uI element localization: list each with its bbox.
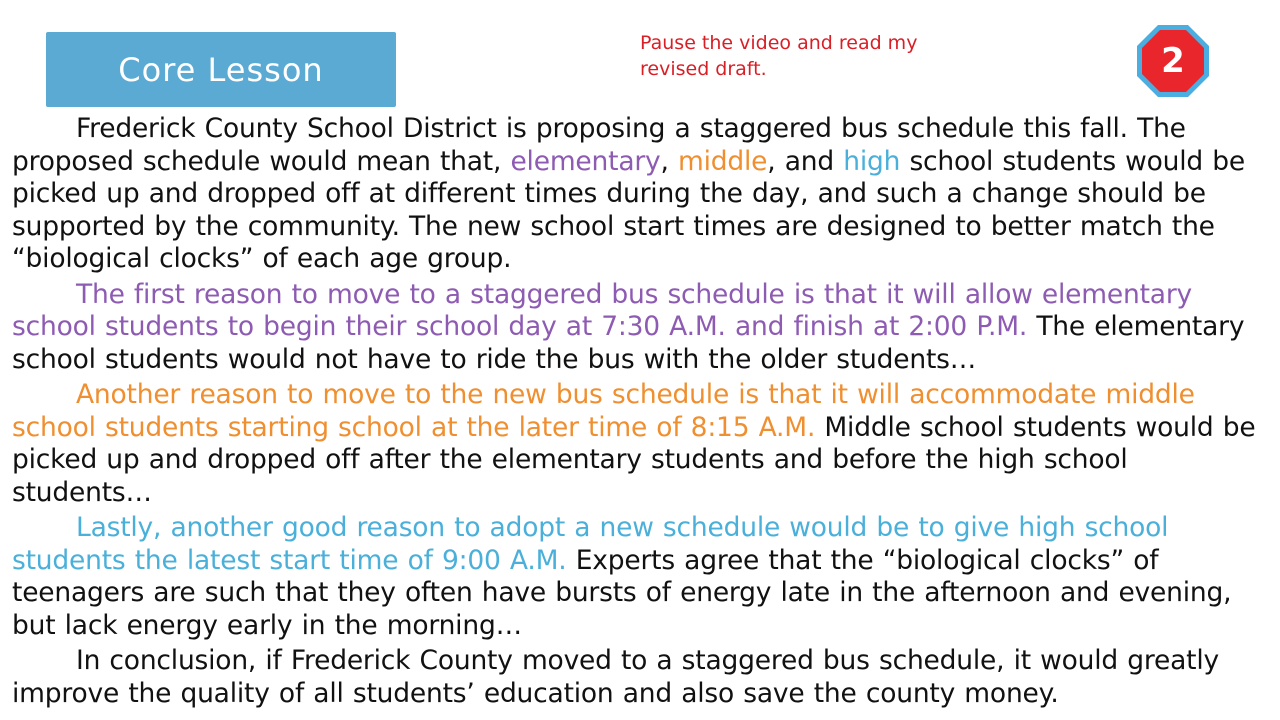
paragraph-middle	[12, 379, 1274, 509]
middle-reason: Another reason to move to the new bus schedule is that it will accommodate middle school students starting school at the later time of 8:15 A.M.	[12, 379, 1195, 443]
middle-detail: Middle school students would be picked up and dropped off after the elementary students and before the high school students…	[12, 411, 1256, 508]
step-badge	[1134, 22, 1212, 100]
instruction-note-line-2: revised draft.	[640, 58, 767, 80]
revised-draft	[12, 113, 1274, 710]
word-high: high	[843, 145, 901, 177]
instruction-note	[640, 30, 1000, 82]
comma-text: ,	[660, 145, 678, 177]
banner-label: Core Lesson	[118, 50, 324, 89]
high-reason: Lastly, another good reason to adopt a new schedule would be to give high school students the latest start time of 9:00 A.M.	[12, 512, 1169, 576]
intro-rest-text: school students would be picked up and dropped off at different times during the day, and such a change should be supported by the community. The new school start times are designed to better match the “biological clocks” of each age group.	[12, 145, 1245, 274]
high-detail: Experts agree that the “biological clocks” of teenagers are such that they often have bursts of energy late in the afternoon and evening, but lack energy early in the morning…	[12, 544, 1232, 641]
paragraph-conclusion	[12, 645, 1274, 710]
core-lesson-banner	[46, 32, 396, 107]
paragraph-intro	[12, 113, 1274, 276]
elementary-detail: The elementary school students would not have to ride the bus with the older students…	[12, 311, 1245, 375]
paragraph-elementary	[12, 279, 1274, 377]
instruction-note-line-1: Pause the video and read my	[640, 32, 918, 54]
elementary-reason: The first reason to move to a staggered bus schedule is that it will allow elementary school students to begin their school day at 7:30 A.M. and finish at 2:00 P.M.	[12, 278, 1192, 342]
word-middle: middle	[678, 145, 768, 177]
word-elementary: elementary	[510, 145, 661, 177]
conclusion-text: In conclusion, if Frederick County moved to a staggered bus schedule, it would greatly improve the quality of all students’ education and also save the county money.	[12, 645, 1219, 709]
paragraph-high	[12, 512, 1274, 642]
intro-text: Frederick County School District is proposing a staggered bus schedule this fall. The proposed schedule would mean that,	[12, 113, 1186, 177]
and-text: , and	[767, 145, 844, 177]
step-number: 2	[1161, 41, 1185, 81]
